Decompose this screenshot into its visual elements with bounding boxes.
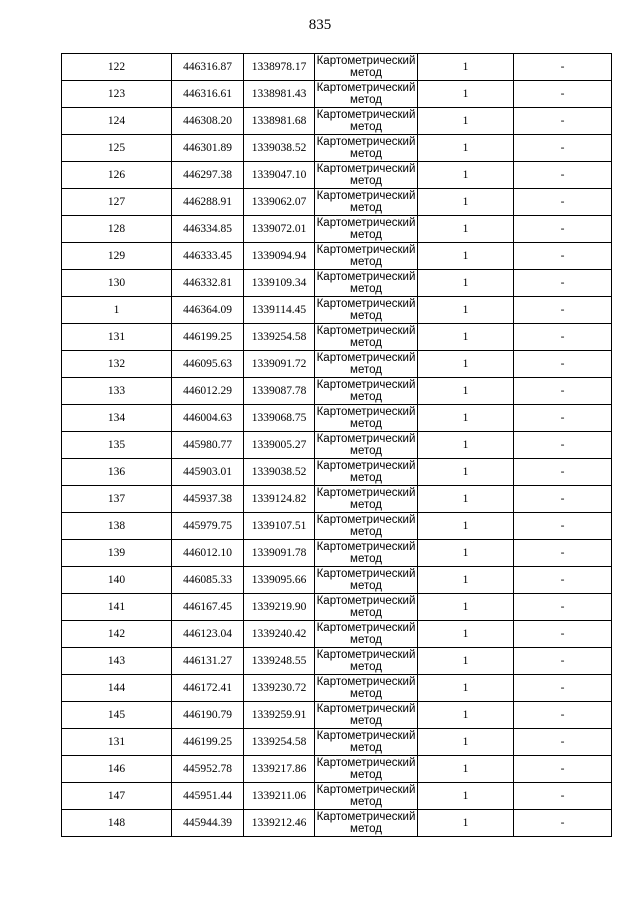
point-number: 138 xyxy=(62,513,172,540)
table-row xyxy=(62,594,612,621)
y-coordinate: 1339047.10 xyxy=(244,162,315,189)
accuracy: 1 xyxy=(418,270,514,297)
point-number: 131 xyxy=(62,729,172,756)
method-line-1: Картометрический xyxy=(316,82,416,94)
table-row xyxy=(62,567,612,594)
method-line-2: метод xyxy=(350,229,382,241)
note: - xyxy=(514,243,612,270)
x-coordinate: 446288.91 xyxy=(172,189,244,216)
accuracy: 1 xyxy=(418,486,514,513)
table-row xyxy=(62,675,612,702)
method-line-2: метод xyxy=(350,337,382,349)
point-number: 133 xyxy=(62,378,172,405)
method-cell xyxy=(315,162,418,189)
method-cell xyxy=(315,54,418,81)
table-row xyxy=(62,756,612,783)
accuracy: 1 xyxy=(418,405,514,432)
table-row xyxy=(62,729,612,756)
y-coordinate: 1339107.51 xyxy=(244,513,315,540)
point-number: 126 xyxy=(62,162,172,189)
method-line-2: метод xyxy=(350,742,382,754)
y-coordinate: 1338981.68 xyxy=(244,108,315,135)
method-line-1: Картометрический xyxy=(316,352,416,364)
note: - xyxy=(514,702,612,729)
point-number: 146 xyxy=(62,756,172,783)
x-coordinate: 446297.38 xyxy=(172,162,244,189)
x-coordinate: 446123.04 xyxy=(172,621,244,648)
method-cell xyxy=(315,324,418,351)
method-line-1: Картометрический xyxy=(316,136,416,148)
method-cell xyxy=(315,432,418,459)
method-cell xyxy=(315,189,418,216)
x-coordinate: 446199.25 xyxy=(172,324,244,351)
point-number: 125 xyxy=(62,135,172,162)
method-line-1: Картометрический xyxy=(316,676,416,688)
x-coordinate: 446316.87 xyxy=(172,54,244,81)
accuracy: 1 xyxy=(418,567,514,594)
table-row xyxy=(62,513,612,540)
note: - xyxy=(514,162,612,189)
method-line-1: Картометрический xyxy=(316,109,416,121)
y-coordinate: 1339068.75 xyxy=(244,405,315,432)
accuracy: 1 xyxy=(418,702,514,729)
note: - xyxy=(514,405,612,432)
y-coordinate: 1339087.78 xyxy=(244,378,315,405)
point-number: 145 xyxy=(62,702,172,729)
accuracy: 1 xyxy=(418,324,514,351)
x-coordinate: 445944.39 xyxy=(172,810,244,837)
method-cell xyxy=(315,648,418,675)
x-coordinate: 446012.10 xyxy=(172,540,244,567)
point-number: 139 xyxy=(62,540,172,567)
method-line-1: Картометрический xyxy=(316,379,416,391)
accuracy: 1 xyxy=(418,459,514,486)
method-cell xyxy=(315,675,418,702)
page-number: 835 xyxy=(308,17,332,33)
x-coordinate: 446095.63 xyxy=(172,351,244,378)
method-line-2: метод xyxy=(350,283,382,295)
table-row xyxy=(62,351,612,378)
y-coordinate: 1339248.55 xyxy=(244,648,315,675)
note: - xyxy=(514,648,612,675)
note: - xyxy=(514,297,612,324)
accuracy: 1 xyxy=(418,216,514,243)
method-cell xyxy=(315,783,418,810)
table-row xyxy=(62,135,612,162)
table-row xyxy=(62,702,612,729)
method-line-1: Картометрический xyxy=(316,433,416,445)
accuracy: 1 xyxy=(418,378,514,405)
method-line-2: метод xyxy=(350,526,382,538)
method-line-2: метод xyxy=(350,202,382,214)
table-row xyxy=(62,486,612,513)
x-coordinate: 446333.45 xyxy=(172,243,244,270)
method-line-2: метод xyxy=(350,661,382,673)
table-row xyxy=(62,270,612,297)
method-cell xyxy=(315,459,418,486)
accuracy: 1 xyxy=(418,432,514,459)
method-line-1: Картометрический xyxy=(316,595,416,607)
point-number: 137 xyxy=(62,486,172,513)
x-coordinate: 446332.81 xyxy=(172,270,244,297)
method-line-1: Картометрический xyxy=(316,487,416,499)
method-line-1: Картометрический xyxy=(316,649,416,661)
method-cell xyxy=(315,621,418,648)
accuracy: 1 xyxy=(418,135,514,162)
note: - xyxy=(514,486,612,513)
method-line-2: метод xyxy=(350,823,382,835)
method-line-1: Картометрический xyxy=(316,271,416,283)
method-cell xyxy=(315,702,418,729)
x-coordinate: 446012.29 xyxy=(172,378,244,405)
method-line-1: Картометрический xyxy=(316,325,416,337)
accuracy: 1 xyxy=(418,756,514,783)
y-coordinate: 1339094.94 xyxy=(244,243,315,270)
accuracy: 1 xyxy=(418,783,514,810)
x-coordinate: 445951.44 xyxy=(172,783,244,810)
method-line-1: Картометрический xyxy=(316,190,416,202)
table-row xyxy=(62,621,612,648)
method-cell xyxy=(315,729,418,756)
method-line-1: Картометрический xyxy=(316,55,416,67)
x-coordinate: 446316.61 xyxy=(172,81,244,108)
method-line-2: метод xyxy=(350,796,382,808)
point-number: 132 xyxy=(62,351,172,378)
y-coordinate: 1339005.27 xyxy=(244,432,315,459)
method-line-1: Картометрический xyxy=(316,784,416,796)
method-line-1: Картометрический xyxy=(316,298,416,310)
method-cell xyxy=(315,594,418,621)
x-coordinate: 446199.25 xyxy=(172,729,244,756)
note: - xyxy=(514,108,612,135)
y-coordinate: 1339091.78 xyxy=(244,540,315,567)
y-coordinate: 1339254.58 xyxy=(244,729,315,756)
note: - xyxy=(514,270,612,297)
accuracy: 1 xyxy=(418,54,514,81)
point-number: 124 xyxy=(62,108,172,135)
method-line-1: Картометрический xyxy=(316,757,416,769)
point-number: 1 xyxy=(62,297,172,324)
table-row xyxy=(62,324,612,351)
table-row xyxy=(62,648,612,675)
y-coordinate: 1339091.72 xyxy=(244,351,315,378)
note: - xyxy=(514,378,612,405)
method-cell xyxy=(315,378,418,405)
table-row xyxy=(62,108,612,135)
point-number: 127 xyxy=(62,189,172,216)
point-number: 123 xyxy=(62,81,172,108)
note: - xyxy=(514,567,612,594)
point-number: 143 xyxy=(62,648,172,675)
y-coordinate: 1339230.72 xyxy=(244,675,315,702)
point-number: 122 xyxy=(62,54,172,81)
point-number: 136 xyxy=(62,459,172,486)
y-coordinate: 1339124.82 xyxy=(244,486,315,513)
x-coordinate: 446190.79 xyxy=(172,702,244,729)
method-line-2: метод xyxy=(350,175,382,187)
accuracy: 1 xyxy=(418,513,514,540)
method-line-1: Картометрический xyxy=(316,568,416,580)
accuracy: 1 xyxy=(418,648,514,675)
method-line-2: метод xyxy=(350,94,382,106)
y-coordinate: 1339038.52 xyxy=(244,135,315,162)
accuracy: 1 xyxy=(418,810,514,837)
method-cell xyxy=(315,270,418,297)
x-coordinate: 445980.77 xyxy=(172,432,244,459)
note: - xyxy=(514,135,612,162)
method-line-1: Картометрический xyxy=(316,163,416,175)
method-line-2: метод xyxy=(350,607,382,619)
method-line-1: Картометрический xyxy=(316,541,416,553)
note: - xyxy=(514,189,612,216)
method-cell xyxy=(315,486,418,513)
table-row xyxy=(62,216,612,243)
accuracy: 1 xyxy=(418,189,514,216)
table-row xyxy=(62,540,612,567)
method-line-2: метод xyxy=(350,472,382,484)
accuracy: 1 xyxy=(418,675,514,702)
method-line-2: метод xyxy=(350,688,382,700)
point-number: 142 xyxy=(62,621,172,648)
table-row xyxy=(62,432,612,459)
note: - xyxy=(514,432,612,459)
method-line-1: Картометрический xyxy=(316,622,416,634)
y-coordinate: 1339038.52 xyxy=(244,459,315,486)
method-cell xyxy=(315,108,418,135)
method-line-1: Картометрический xyxy=(316,406,416,418)
note: - xyxy=(514,540,612,567)
accuracy: 1 xyxy=(418,621,514,648)
x-coordinate: 445952.78 xyxy=(172,756,244,783)
note: - xyxy=(514,513,612,540)
point-number: 135 xyxy=(62,432,172,459)
y-coordinate: 1339254.58 xyxy=(244,324,315,351)
x-coordinate: 446167.45 xyxy=(172,594,244,621)
y-coordinate: 1339259.91 xyxy=(244,702,315,729)
method-line-2: метод xyxy=(350,364,382,376)
coordinates-table xyxy=(61,53,612,837)
point-number: 147 xyxy=(62,783,172,810)
point-number: 131 xyxy=(62,324,172,351)
x-coordinate: 445903.01 xyxy=(172,459,244,486)
method-line-2: метод xyxy=(350,121,382,133)
method-line-2: метод xyxy=(350,391,382,403)
method-cell xyxy=(315,810,418,837)
note: - xyxy=(514,621,612,648)
y-coordinate: 1339217.86 xyxy=(244,756,315,783)
method-line-1: Картометрический xyxy=(316,730,416,742)
x-coordinate: 445937.38 xyxy=(172,486,244,513)
point-number: 140 xyxy=(62,567,172,594)
method-line-2: метод xyxy=(350,715,382,727)
note: - xyxy=(514,810,612,837)
table-row xyxy=(62,405,612,432)
x-coordinate: 445979.75 xyxy=(172,513,244,540)
point-number: 130 xyxy=(62,270,172,297)
note: - xyxy=(514,216,612,243)
table-row xyxy=(62,162,612,189)
note: - xyxy=(514,324,612,351)
method-line-2: метод xyxy=(350,634,382,646)
accuracy: 1 xyxy=(418,540,514,567)
point-number: 141 xyxy=(62,594,172,621)
x-coordinate: 446004.63 xyxy=(172,405,244,432)
y-coordinate: 1339211.06 xyxy=(244,783,315,810)
method-line-2: метод xyxy=(350,445,382,457)
x-coordinate: 446301.89 xyxy=(172,135,244,162)
method-line-2: метод xyxy=(350,310,382,322)
x-coordinate: 446085.33 xyxy=(172,567,244,594)
y-coordinate: 1339062.07 xyxy=(244,189,315,216)
method-cell xyxy=(315,297,418,324)
y-coordinate: 1339212.46 xyxy=(244,810,315,837)
method-cell xyxy=(315,81,418,108)
note: - xyxy=(514,54,612,81)
accuracy: 1 xyxy=(418,297,514,324)
table-row xyxy=(62,459,612,486)
method-line-1: Картометрический xyxy=(316,244,416,256)
method-cell xyxy=(315,540,418,567)
table-row xyxy=(62,243,612,270)
accuracy: 1 xyxy=(418,108,514,135)
point-number: 134 xyxy=(62,405,172,432)
y-coordinate: 1339219.90 xyxy=(244,594,315,621)
method-line-2: метод xyxy=(350,67,382,79)
method-line-1: Картометрический xyxy=(316,811,416,823)
table-row xyxy=(62,297,612,324)
method-line-1: Картометрический xyxy=(316,217,416,229)
accuracy: 1 xyxy=(418,594,514,621)
method-cell xyxy=(315,216,418,243)
note: - xyxy=(514,351,612,378)
method-line-1: Картометрический xyxy=(316,460,416,472)
accuracy: 1 xyxy=(418,351,514,378)
y-coordinate: 1339109.34 xyxy=(244,270,315,297)
note: - xyxy=(514,459,612,486)
accuracy: 1 xyxy=(418,729,514,756)
y-coordinate: 1338981.43 xyxy=(244,81,315,108)
accuracy: 1 xyxy=(418,162,514,189)
y-coordinate: 1339095.66 xyxy=(244,567,315,594)
method-cell xyxy=(315,405,418,432)
point-number: 148 xyxy=(62,810,172,837)
note: - xyxy=(514,675,612,702)
x-coordinate: 446172.41 xyxy=(172,675,244,702)
y-coordinate: 1339114.45 xyxy=(244,297,315,324)
method-cell xyxy=(315,567,418,594)
table-row xyxy=(62,378,612,405)
y-coordinate: 1338978.17 xyxy=(244,54,315,81)
table-row xyxy=(62,783,612,810)
note: - xyxy=(514,756,612,783)
method-line-2: метод xyxy=(350,148,382,160)
method-line-2: метод xyxy=(350,769,382,781)
table-row xyxy=(62,810,612,837)
accuracy: 1 xyxy=(418,81,514,108)
method-cell xyxy=(315,243,418,270)
point-number: 129 xyxy=(62,243,172,270)
method-cell xyxy=(315,135,418,162)
note: - xyxy=(514,81,612,108)
accuracy: 1 xyxy=(418,243,514,270)
method-line-2: метод xyxy=(350,553,382,565)
method-line-2: метод xyxy=(350,580,382,592)
note: - xyxy=(514,594,612,621)
point-number: 128 xyxy=(62,216,172,243)
point-number: 144 xyxy=(62,675,172,702)
method-line-2: метод xyxy=(350,418,382,430)
table-row xyxy=(62,54,612,81)
method-cell xyxy=(315,513,418,540)
method-line-1: Картометрический xyxy=(316,703,416,715)
x-coordinate: 446334.85 xyxy=(172,216,244,243)
x-coordinate: 446308.20 xyxy=(172,108,244,135)
method-cell xyxy=(315,756,418,783)
y-coordinate: 1339072.01 xyxy=(244,216,315,243)
method-line-1: Картометрический xyxy=(316,514,416,526)
table-body xyxy=(62,54,612,837)
table-row xyxy=(62,81,612,108)
note: - xyxy=(514,783,612,810)
x-coordinate: 446364.09 xyxy=(172,297,244,324)
method-line-2: метод xyxy=(350,256,382,268)
x-coordinate: 446131.27 xyxy=(172,648,244,675)
note: - xyxy=(514,729,612,756)
method-cell xyxy=(315,351,418,378)
table-row xyxy=(62,189,612,216)
method-line-2: метод xyxy=(350,499,382,511)
y-coordinate: 1339240.42 xyxy=(244,621,315,648)
